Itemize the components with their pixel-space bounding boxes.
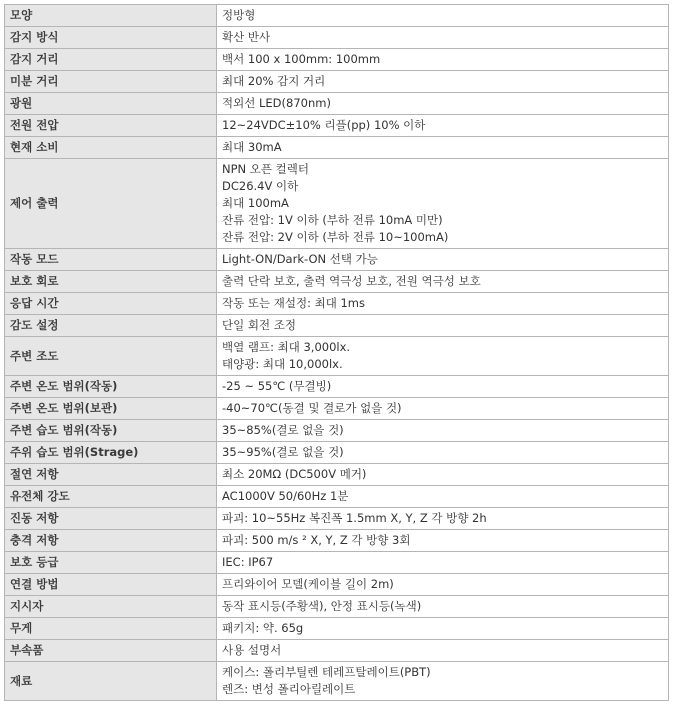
spec-label: 재료 — [5, 662, 217, 701]
spec-label: 감지 거리 — [5, 49, 217, 71]
spec-value — [217, 596, 669, 618]
spec-value — [217, 420, 669, 442]
spec-row — [5, 93, 669, 115]
spec-label: 주변 온도 범위(보관) — [5, 398, 217, 420]
spec-label: 주변 온도 범위(작동) — [5, 376, 217, 398]
spec-label: 연결 방법 — [5, 574, 217, 596]
spec-value — [217, 159, 669, 249]
spec-row — [5, 376, 669, 398]
spec-value — [217, 93, 669, 115]
spec-value — [217, 464, 669, 486]
spec-value — [217, 486, 669, 508]
spec-row — [5, 315, 669, 337]
spec-label: 주변 습도 범위(작동) — [5, 420, 217, 442]
spec-row — [5, 271, 669, 293]
spec-row — [5, 596, 669, 618]
spec-row — [5, 552, 669, 574]
spec-table-body — [5, 5, 669, 701]
spec-value-line: 잔류 전압: 1V 이하 (부하 전류 10mA 미만) — [222, 213, 443, 227]
spec-value — [217, 618, 669, 640]
spec-value — [217, 5, 669, 27]
spec-value — [217, 293, 669, 315]
spec-row — [5, 530, 669, 552]
spec-row — [5, 27, 669, 49]
spec-value-line: 최대 30mA — [222, 140, 282, 154]
spec-value — [217, 376, 669, 398]
spec-value-line: -25 ~ 55℃ (무결빙) — [222, 379, 332, 393]
spec-value-line: 패키지: 약. 65g — [222, 621, 304, 635]
spec-value — [217, 271, 669, 293]
spec-value-line: 사용 설명서 — [222, 643, 282, 657]
spec-value-line: 12~24VDC±10% 리플(pp) 10% 이하 — [222, 118, 426, 132]
spec-value — [217, 249, 669, 271]
spec-label: 부속품 — [5, 640, 217, 662]
spec-row — [5, 49, 669, 71]
spec-row — [5, 71, 669, 93]
spec-value-line: 파괴: 10~55Hz 복진폭 1.5mm X, Y, Z 각 방향 2h — [222, 511, 487, 525]
spec-row — [5, 574, 669, 596]
spec-value-line: 단일 회전 조정 — [222, 318, 296, 332]
spec-value-line: 35~85%(결로 없을 것) — [222, 423, 344, 437]
spec-value-line: 정방형 — [222, 8, 256, 22]
spec-label: 무게 — [5, 618, 217, 640]
spec-value-line: 백서 100 x 100mm: 100mm — [222, 52, 381, 66]
spec-label: 응답 시간 — [5, 293, 217, 315]
spec-row — [5, 442, 669, 464]
spec-value — [217, 662, 669, 701]
spec-value-line: IEC: IP67 — [222, 555, 274, 569]
spec-value-line: 태양광: 최대 10,000lx. — [222, 357, 343, 371]
spec-value-line: 케이스: 폴리부틸렌 테레프탈레이트(PBT) — [222, 665, 431, 679]
spec-label: 감지 방식 — [5, 27, 217, 49]
spec-row — [5, 249, 669, 271]
spec-row — [5, 662, 669, 701]
spec-label: 제어 출력 — [5, 159, 217, 249]
spec-label: 지시자 — [5, 596, 217, 618]
spec-value — [217, 137, 669, 159]
spec-value — [217, 640, 669, 662]
spec-value-line: 적외선 LED(870nm) — [222, 96, 331, 110]
spec-value — [217, 530, 669, 552]
spec-row — [5, 508, 669, 530]
spec-row — [5, 137, 669, 159]
spec-value — [217, 508, 669, 530]
spec-value-line: 최소 20MΩ (DC500V 메거) — [222, 467, 367, 481]
spec-value-line: 최대 100mA — [222, 196, 289, 210]
spec-value — [217, 337, 669, 376]
spec-label: 전원 전압 — [5, 115, 217, 137]
spec-value-line: 35~95%(결로 없을 것) — [222, 445, 344, 459]
spec-value-line: -40~70℃(동결 및 결로가 없을 것) — [222, 401, 402, 415]
spec-value-line: 백열 램프: 최대 3,000lx. — [222, 340, 351, 354]
spec-value — [217, 115, 669, 137]
spec-value-line: Light-ON/Dark-ON 선택 가능 — [222, 252, 378, 266]
spec-row — [5, 640, 669, 662]
spec-value — [217, 398, 669, 420]
spec-row — [5, 159, 669, 249]
spec-label: 현재 소비 — [5, 137, 217, 159]
spec-value — [217, 49, 669, 71]
spec-value-line: AC1000V 50/60Hz 1분 — [222, 489, 349, 503]
spec-label: 미분 거리 — [5, 71, 217, 93]
spec-value — [217, 574, 669, 596]
spec-label: 광원 — [5, 93, 217, 115]
spec-row — [5, 115, 669, 137]
spec-value — [217, 442, 669, 464]
spec-value-line: 확산 반사 — [222, 30, 271, 44]
spec-value — [217, 552, 669, 574]
spec-value — [217, 27, 669, 49]
spec-value-line: 작동 또는 재설정: 최대 1ms — [222, 296, 365, 310]
spec-value — [217, 71, 669, 93]
spec-label: 절연 저항 — [5, 464, 217, 486]
spec-row — [5, 618, 669, 640]
spec-value-line: 프리와이어 모델(케이블 길이 2m) — [222, 577, 394, 591]
spec-label: 충격 저항 — [5, 530, 217, 552]
spec-value — [217, 315, 669, 337]
spec-label: 감도 설정 — [5, 315, 217, 337]
spec-value-line: 동작 표시등(주황색), 안정 표시등(녹색) — [222, 599, 422, 613]
spec-label: 모양 — [5, 5, 217, 27]
spec-value-line: 최대 20% 감지 거리 — [222, 74, 326, 88]
spec-value-line: 출력 단락 보호, 출력 역극성 보호, 전원 역극성 보호 — [222, 274, 481, 288]
spec-row — [5, 337, 669, 376]
spec-label: 주위 습도 범위(Strage) — [5, 442, 217, 464]
spec-value-line: 렌즈: 변성 폴리아릴레이트 — [222, 682, 356, 696]
spec-value-line: 파괴: 500 m/s ² X, Y, Z 각 방향 3회 — [222, 533, 411, 547]
spec-label: 주변 조도 — [5, 337, 217, 376]
spec-table — [4, 4, 669, 701]
spec-row — [5, 486, 669, 508]
spec-label: 유전체 강도 — [5, 486, 217, 508]
spec-label: 작동 모드 — [5, 249, 217, 271]
spec-label: 보호 등급 — [5, 552, 217, 574]
spec-value-line: NPN 오픈 컬렉터 — [222, 162, 309, 176]
spec-row — [5, 420, 669, 442]
spec-row — [5, 464, 669, 486]
spec-row — [5, 293, 669, 315]
spec-label: 보호 회로 — [5, 271, 217, 293]
spec-label: 진동 저항 — [5, 508, 217, 530]
spec-value-line: DC26.4V 이하 — [222, 179, 299, 193]
spec-row — [5, 5, 669, 27]
spec-value-line: 잔류 전압: 2V 이하 (부하 전류 10~100mA) — [222, 230, 449, 244]
spec-row — [5, 398, 669, 420]
